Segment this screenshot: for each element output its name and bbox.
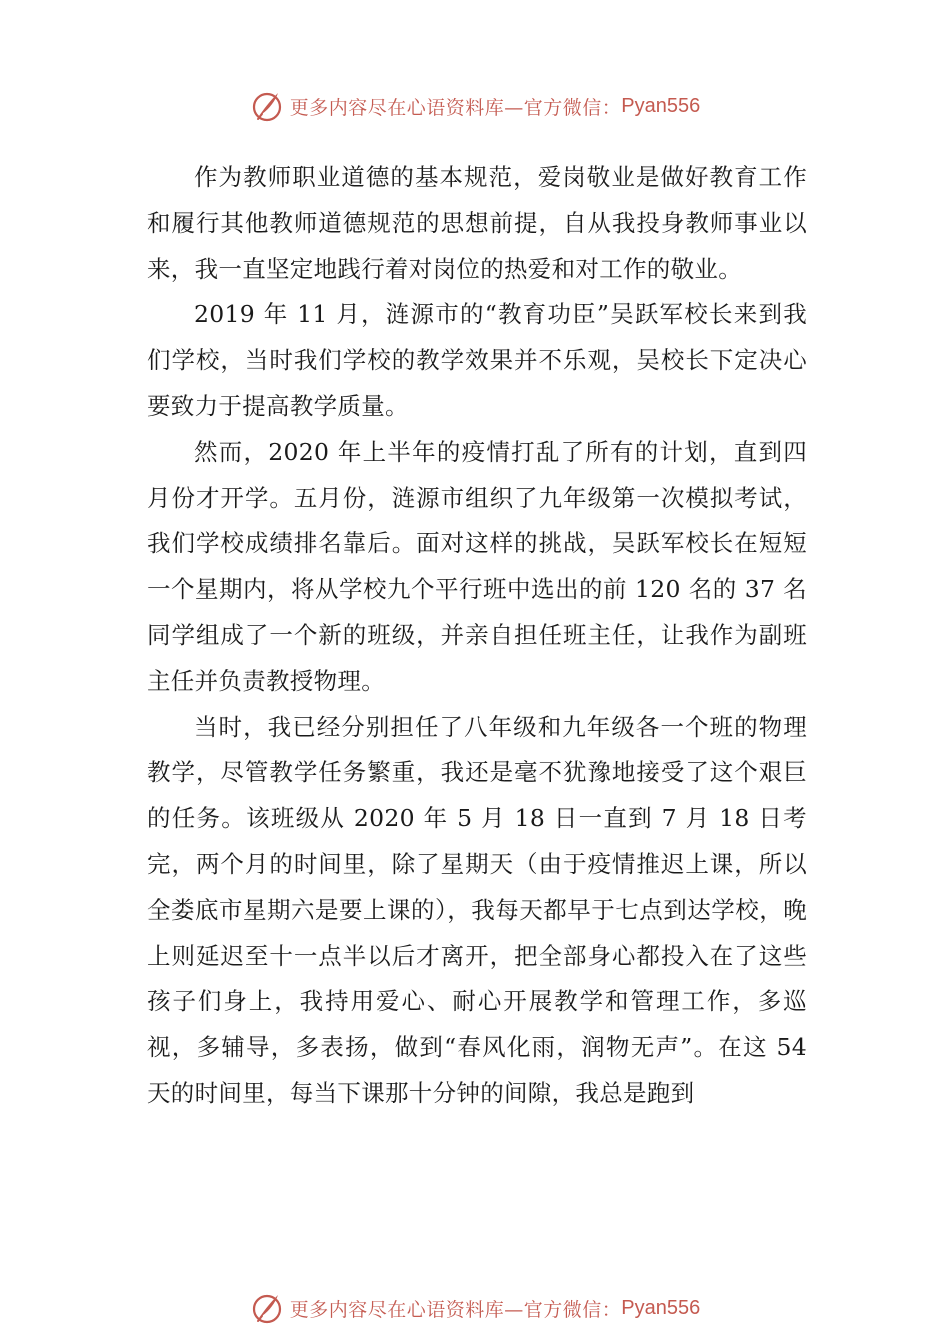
footer-banner-text: 更多内容尽在心语资料库—官方微信：: [289, 1298, 622, 1321]
paragraph-1: 作为教师职业道德的基本规范，爱岗敬业是做好教育工作和履行其他教师道德规范的思想前提，自从我投身教师事业以来，我一直坚定地践行着对岗位的热爱和对工作的敬业。: [147, 163, 807, 283]
document-body: [147, 155, 807, 1117]
banner-text: 更多内容尽在心语资料库—官方微信：: [289, 96, 622, 119]
banner-wechat-id: Pyan556: [621, 94, 701, 117]
footer-banner: [0, 1288, 950, 1328]
quill-pen-icon: [250, 89, 284, 123]
paragraph-4: 当时，我已经分别担任了八年级和九年级各一个班的物理教学，尽管教学任务繁重，我还是毫不犹豫地接受了这个艰巨的任务。该班级从 2020 年 5 月 18 日一直到 7 月 18 日考完，两个月的时间里，除了星期天（由于疫情推迟上课，所以全娄底市星期六是要上课的），我每天都早于七点到达学校，晚上则延迟至十一点半以后才离开，把全部身心都投入在了这些孩子们身上，我持用爱心、耐心开展教学和管理工作，多巡视，多辅导，多表扬，做到“春风化雨，润物无声”。在这 54 天的时间里，每当下课那十分钟的间隙，我总是跑到: [147, 712, 807, 1107]
header-banner: [0, 86, 950, 126]
paragraph-2: 2019 年 11 月，涟源市的“教育功臣”吴跃军校长来到我们学校，当时我们学校的教学效果并不乐观，吴校长下定决心要致力于提高教学质量。: [147, 300, 807, 420]
footer-banner-wechat-id: Pyan556: [621, 1296, 701, 1319]
paragraph-3: 然而，2020 年上半年的疫情打乱了所有的计划，直到四月份才开学。五月份，涟源市组织了九年级第一次模拟考试，我们学校成绩排名靠后。面对这样的挑战，吴跃军校长在短短一个星期内，将从学校九个平行班中选出的前 120 名的 37 名同学组成了一个新的班级，并亲自担任班主任，让我作为副班主任并负责教授物理。: [147, 437, 807, 695]
quill-pen-icon: [250, 1291, 284, 1325]
